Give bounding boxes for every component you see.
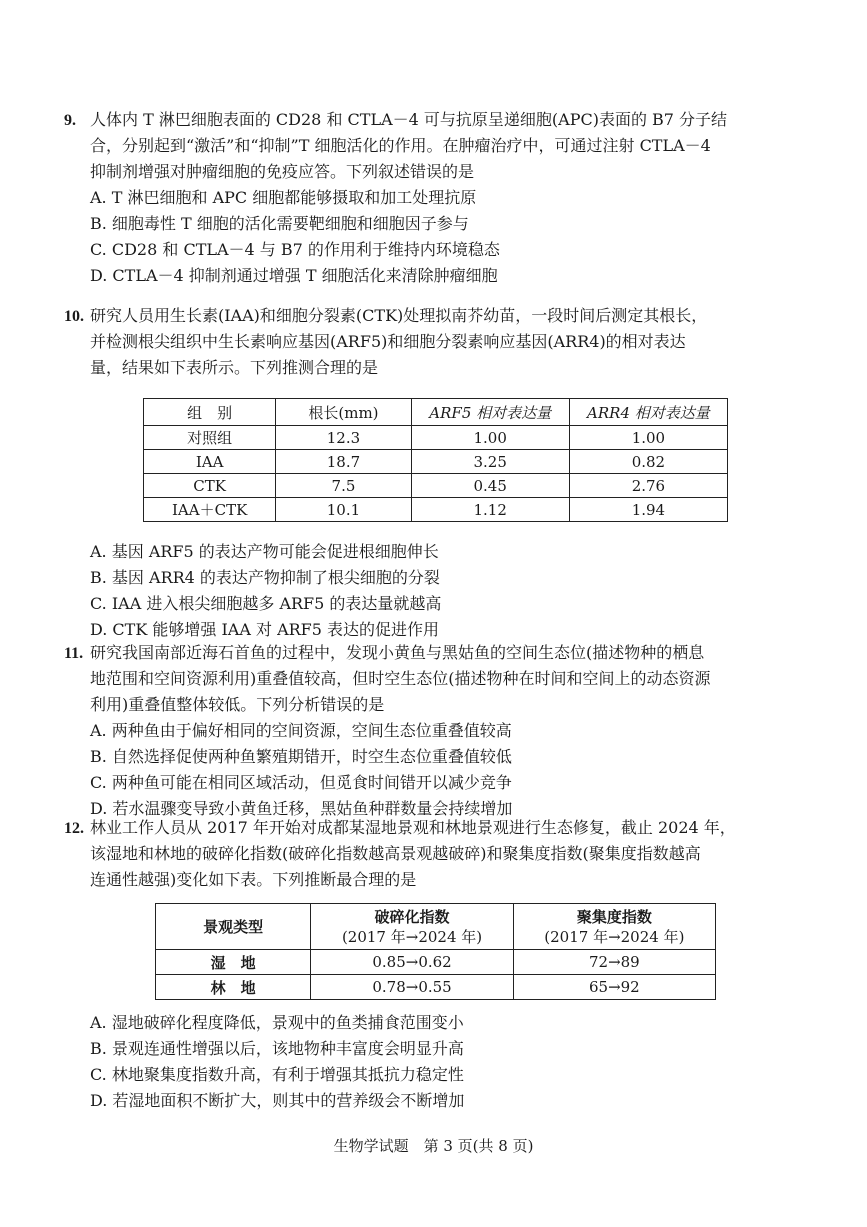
question-10-options [90, 539, 790, 643]
table-row: IAA 18.7 3.25 0.82 [144, 450, 728, 474]
option-a: A. T 淋巴细胞和 APC 细胞都能够摄取和加工处理抗原 [90, 188, 477, 207]
table-header: 根长(mm) [276, 399, 411, 426]
table-header: 破碎化指数 (2017 年→2024 年) [311, 904, 513, 950]
option-c: C. CD28 和 CTLA－4 与 B7 的作用利于维持内环境稳态 [90, 240, 500, 259]
question-stem-line: 量，结果如下表所示。下列推测合理的是 [90, 358, 379, 377]
option-d: D. CTLA－4 抑制剂通过增强 T 细胞活化来清除肿瘤细胞 [90, 266, 498, 285]
question-number: 12. [64, 820, 84, 837]
question-stem-line: 该湿地和林地的破碎化指数(破碎化指数越高景观越破碎)和聚集度指数(聚集度指数越高 [90, 844, 701, 863]
table-row: 湿 地 0.85→0.62 72→89 [156, 950, 716, 975]
option-d: D. CTK 能够增强 IAA 对 ARF5 表达的促进作用 [90, 620, 440, 639]
option-d: D. 若湿地面积不断扩大，则其中的营养级会不断增加 [90, 1091, 465, 1110]
q12-data-table [155, 903, 716, 1000]
question-12-options [90, 1010, 790, 1114]
table-row: 林 地 0.78→0.55 65→92 [156, 975, 716, 1000]
question-stem-line: 12. 林业工作人员从 2017 年开始对成都某湿地景观和林地景观进行生态修复，截止 2024 年， [64, 815, 790, 841]
table-row: 对照组 12.3 1.00 1.00 [144, 426, 728, 450]
table-row: CTK 7.5 0.45 2.76 [144, 474, 728, 498]
question-stem-line: 连通性越强)变化如下表。下列推断最合理的是 [90, 870, 417, 889]
question-stem-line: 利用)重叠值整体较低。下列分析错误的是 [90, 695, 385, 714]
option-b: B. 细胞毒性 T 细胞的活化需要靶细胞和细胞因子参与 [90, 214, 469, 233]
table-header: 聚集度指数 (2017 年→2024 年) [513, 904, 715, 950]
question-stem-line: 合，分别起到“激活”和“抑制”T 细胞活化的作用。在肿瘤治疗中，可通过注射 CTLA－4 [90, 136, 711, 155]
table-header: 组 别 [144, 399, 276, 426]
question-11 [64, 640, 790, 822]
option-a: A. 湿地破碎化程度降低，景观中的鱼类捕食范围变小 [90, 1013, 464, 1032]
question-number: 10. [64, 308, 84, 325]
option-a: A. 两种鱼由于偏好相同的空间资源，空间生态位重叠值较高 [90, 721, 512, 740]
option-a: A. 基因 ARF5 的表达产物可能会促进根细胞伸长 [90, 542, 439, 561]
question-stem-line: 抑制剂增强对肿瘤细胞的免疫应答。下列叙述错误的是 [90, 162, 475, 181]
q10-data-table [143, 398, 728, 522]
option-c: C. 林地聚集度指数升高，有利于增强其抵抗力稳定性 [90, 1065, 464, 1084]
option-b: B. 自然选择促使两种鱼繁殖期错开，时空生态位重叠值较低 [90, 747, 512, 766]
option-b: B. 基因 ARR4 的表达产物抑制了根尖细胞的分裂 [90, 568, 440, 587]
question-10 [64, 303, 790, 381]
table-row: IAA＋CTK 10.1 1.12 1.94 [144, 498, 728, 522]
question-stem-line: 9. 人体内 T 淋巴细胞表面的 CD28 和 CTLA－4 可与抗原呈递细胞(APC)表面的 B7 分子结 [64, 107, 790, 133]
table-header: ARR4 相对表达量 [569, 399, 727, 426]
question-number: 11. [64, 645, 84, 662]
table-header: 景观类型 [156, 904, 311, 950]
table-header: ARF5 相对表达量 [411, 399, 569, 426]
question-stem-line: 地范围和空间资源利用)重叠值较高，但时空生态位(描述物种在时间和空间上的动态资源 [90, 669, 711, 688]
question-stem-line: 10. 研究人员用生长素(IAA)和细胞分裂素(CTK)处理拟南芥幼苗，一段时间后测定其根长， [64, 303, 790, 329]
option-c: C. 两种鱼可能在相同区域活动，但觅食时间错开以减少竞争 [90, 773, 512, 792]
question-number: 9. [64, 112, 76, 129]
option-d: D. 若水温骤变导致小黄鱼迁移，黑姑鱼种群数量会持续增加 [90, 799, 513, 818]
question-9 [64, 107, 790, 289]
question-12 [64, 815, 790, 893]
question-stem-line: 并检测根尖组织中生长素响应基因(ARF5)和细胞分裂素响应基因(ARR4)的相对表达 [90, 332, 686, 351]
question-stem-line: 11. 研究我国南部近海石首鱼的过程中，发现小黄鱼与黑姑鱼的空间生态位(描述物种的栖息 [64, 640, 790, 666]
option-c: C. IAA 进入根尖细胞越多 ARF5 的表达量就越高 [90, 594, 442, 613]
page-footer: 生物学试题 第 3 页(共 8 页) [333, 1137, 534, 1155]
option-b: B. 景观连通性增强以后，该地物种丰富度会明显升高 [90, 1039, 464, 1058]
